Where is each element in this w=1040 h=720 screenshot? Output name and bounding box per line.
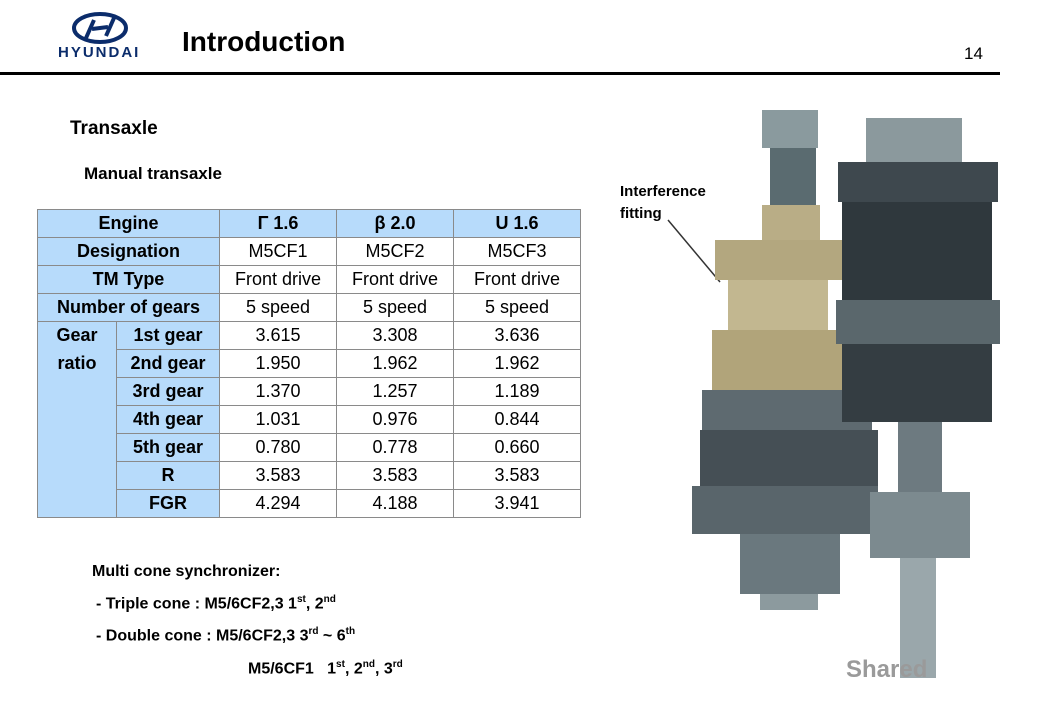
cell: 4.294 xyxy=(220,490,337,518)
page-title: Introduction xyxy=(182,26,346,57)
table-row xyxy=(38,406,581,434)
row-label: 1st gear xyxy=(117,322,220,350)
interference-fitting-label: Interference fitting xyxy=(620,183,706,222)
cell: 3.308 xyxy=(337,322,454,350)
cell: 3.583 xyxy=(454,462,581,490)
gear-ratio-label-top: Gear xyxy=(38,322,117,350)
cell: 5 speed xyxy=(337,294,454,322)
table-row xyxy=(38,294,581,322)
table-row xyxy=(38,266,581,294)
cell: 3.583 xyxy=(337,462,454,490)
row-label: Designation xyxy=(38,238,220,266)
cell: 3.615 xyxy=(220,322,337,350)
row-label: 5th gear xyxy=(117,434,220,462)
header-divider xyxy=(0,72,1000,75)
logo-text: HYUNDAI xyxy=(58,44,141,61)
row-label: 2nd gear xyxy=(117,350,220,378)
row-label: Number of gears xyxy=(38,294,220,322)
row-label: R xyxy=(117,462,220,490)
cell: 4.188 xyxy=(337,490,454,518)
gear-ratio-label-bottom: ratio xyxy=(38,350,117,378)
cell: 3.941 xyxy=(454,490,581,518)
cell: 3.583 xyxy=(220,462,337,490)
header-engine-3: U 1.6 xyxy=(454,210,581,238)
cell: 1.370 xyxy=(220,378,337,406)
sync-double-cone: - Double cone : M5/6CF2,3 3rd ~ 6th xyxy=(96,626,356,645)
gear-ratio-spacer xyxy=(38,490,117,518)
subsection-title: Manual transaxle xyxy=(84,164,222,183)
gear-ratio-spacer xyxy=(38,462,117,490)
table-row xyxy=(38,490,581,518)
row-label: TM Type xyxy=(38,266,220,294)
cell: 1.189 xyxy=(454,378,581,406)
gear-ratio-spacer xyxy=(38,378,117,406)
table-row xyxy=(38,350,581,378)
gear-ratio-spacer xyxy=(38,434,117,462)
cell: 3.636 xyxy=(454,322,581,350)
cell: 5 speed xyxy=(220,294,337,322)
row-label: FGR xyxy=(117,490,220,518)
transaxle-gear-photo xyxy=(660,100,1040,700)
cell: Front drive xyxy=(337,266,454,294)
section-title: Transaxle xyxy=(70,118,158,139)
cell: M5CF1 xyxy=(220,238,337,266)
table-row xyxy=(38,322,581,350)
header-engine-2: β 2.0 xyxy=(337,210,454,238)
watermark: Shared xyxy=(846,656,928,683)
cell: Front drive xyxy=(454,266,581,294)
table-header-row xyxy=(38,210,581,238)
row-label: 4th gear xyxy=(117,406,220,434)
cell: 1.962 xyxy=(454,350,581,378)
sync-triple-cone: - Triple cone : M5/6CF2,3 1st, 2nd xyxy=(96,594,336,613)
row-label: 3rd gear xyxy=(117,378,220,406)
table-row xyxy=(38,238,581,266)
cell: 1.962 xyxy=(337,350,454,378)
header-engine: Engine xyxy=(38,210,220,238)
cell: 1.950 xyxy=(220,350,337,378)
sync-cf1: M5/6CF1 1st, 2nd, 3rd xyxy=(248,658,403,677)
cell: 1.031 xyxy=(220,406,337,434)
cell: 0.660 xyxy=(454,434,581,462)
cell: 0.778 xyxy=(337,434,454,462)
cell: M5CF3 xyxy=(454,238,581,266)
header-engine-1: Γ 1.6 xyxy=(220,210,337,238)
table-row xyxy=(38,434,581,462)
cell: 1.257 xyxy=(337,378,454,406)
cell: 5 speed xyxy=(454,294,581,322)
page-number: 14 xyxy=(964,44,983,63)
sync-heading: Multi cone synchronizer: xyxy=(92,563,281,580)
cell: Front drive xyxy=(220,266,337,294)
synchronizer-notes xyxy=(92,558,403,683)
table-row xyxy=(38,378,581,406)
table-row xyxy=(38,462,581,490)
cell: 0.844 xyxy=(454,406,581,434)
cell: 0.780 xyxy=(220,434,337,462)
transaxle-spec-table xyxy=(37,209,581,518)
gear-ratio-spacer xyxy=(38,406,117,434)
cell: M5CF2 xyxy=(337,238,454,266)
cell: 0.976 xyxy=(337,406,454,434)
